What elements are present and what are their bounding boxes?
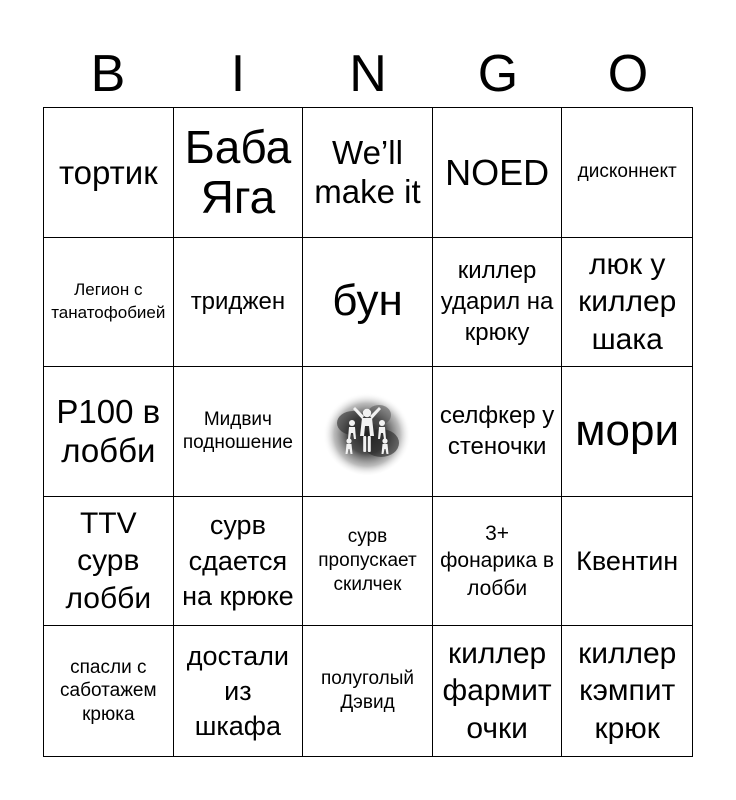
bingo-cell[interactable]: люк у киллер шака (562, 238, 692, 368)
bingo-cell[interactable]: TTV сурв лобби (44, 497, 174, 627)
free-space-cell[interactable] (303, 367, 433, 497)
bingo-board (43, 107, 693, 757)
bingo-cell[interactable]: триджен (174, 238, 304, 368)
bingo-cell[interactable]: Квентин (562, 497, 692, 627)
bingo-cell[interactable]: Мидвич подношение (174, 367, 304, 497)
bingo-header (43, 40, 693, 108)
bingo-cell[interactable]: P100 в лобби (44, 367, 174, 497)
bingo-cell[interactable]: селфкер у стеночки (433, 367, 563, 497)
bingo-cell[interactable]: киллер фармит очки (433, 626, 563, 756)
bingo-cell[interactable]: Баба Яга (174, 108, 304, 238)
header-letter-g: G (477, 45, 519, 103)
bingo-cell[interactable]: сурв пропускает скилчек (303, 497, 433, 627)
bingo-cell[interactable]: достали из шкафа (174, 626, 304, 756)
bingo-cell[interactable]: бун (303, 238, 433, 368)
bingo-cell[interactable]: киллер кэмпит крюк (578, 636, 677, 745)
bingo-cell[interactable]: We’ll make it (303, 108, 433, 238)
header-letter-b: B (90, 45, 126, 103)
bingo-cell[interactable]: полуголый Дэвид (303, 626, 433, 756)
bingo-cell[interactable]: тортик (44, 108, 174, 238)
bingo-cell[interactable]: киллер ударил на крюку (433, 238, 563, 368)
header-letter-o: O (607, 45, 649, 103)
survivor-silhouette-icon (319, 383, 415, 479)
bingo-cell[interactable]: NOED (433, 108, 563, 238)
bingo-cell[interactable]: дисконнект (562, 108, 692, 238)
bingo-cell[interactable]: спасли с саботажем крюка (44, 626, 174, 756)
bingo-cell[interactable]: мори (562, 367, 692, 497)
header-letter-i: I (230, 45, 246, 103)
header-letter-n: N (349, 45, 387, 103)
bingo-cell[interactable]: Легион с танатофобией (44, 238, 174, 368)
bingo-cell[interactable]: сурв сдается на крюке (174, 497, 304, 627)
bingo-cell[interactable]: 3+ фонарика в лобби (433, 497, 563, 627)
